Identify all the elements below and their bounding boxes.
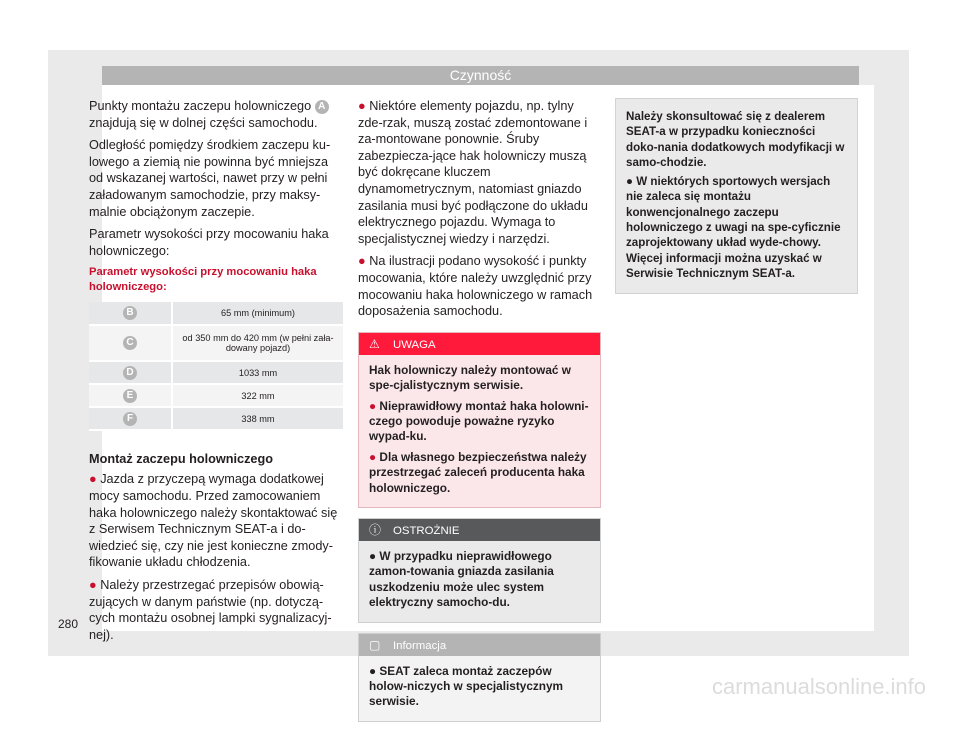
caution-header: ⓘ OSTROŻNIE [359, 519, 600, 541]
table-row [89, 407, 343, 430]
marker-e-icon: E [123, 389, 137, 403]
watermark: carmanualsonline.info [712, 674, 927, 699]
caution-exclamation-icon: ⓘ [369, 522, 382, 537]
list-item: ● W niektórych sportowych wersjach nie zaleca się montażu konwencjonalnego zaczepu holowniczego z uwagi na spe-cyficznie zaprojektowany układ wyde-chowy. Więcej informacji można uzyskać w Serwisie Technicznym SEAT-a. [626, 175, 841, 280]
recommendation-box [615, 98, 858, 294]
table-cell: od 350 mm do 420 mm (w pełni zała-dowany pojazd) [172, 325, 343, 361]
table-row [89, 302, 343, 325]
paragraph-mount-points: Punkty montażu zaczepu holowniczego A znajdują się w dolnej części samochodu. [89, 98, 343, 131]
bullet-icon: ● [369, 663, 377, 678]
warning-header: ⚠ UWAGA [359, 333, 600, 355]
bullet-icon: ● [626, 175, 634, 189]
table-cell: 65 mm (minimum) [172, 302, 343, 325]
table-cell: 1033 mm [172, 361, 343, 384]
table-title: Parametr wysokości przy mocowaniu haka holowniczego: [89, 266, 317, 294]
marker-d-icon: D [123, 366, 137, 380]
list-item: ● Na ilustracji podano wysokość i punkty mocowania, które należy uwzględnić przy mocowaniu haka holowniczego w ramach doposażenia samochodu. [358, 254, 593, 319]
list-item: ● Nieprawidłowy montaż haka holowni-czego powoduje poważne ryzyko wypad-ku. [369, 398, 589, 444]
info-header: ▢ Informacja [359, 634, 600, 656]
bullet-icon: ● [358, 99, 366, 113]
warning-box [358, 332, 601, 508]
bullet-icon: ● [369, 449, 377, 464]
section-title: Montaż zaczepu holowniczego [89, 452, 273, 467]
bullet-icon: ● [89, 577, 97, 592]
bullet-icon: ● [369, 398, 377, 413]
paragraph-distance: Odległość pomiędzy środkiem zaczepu ku-lowego a ziemią nie powinna być mniejsza od wskazanej wartości, nawet przy w pełni załadowanym samochodzie, przy maksy-malnie obciążonym zaczepie. [89, 138, 331, 219]
warning-text: Hak holowniczy należy montować w spe-cjalistycznym serwisie. [369, 362, 571, 393]
list-item: ● W przypadku nieprawidłowego zamon-towania gniazda zasilania uszkodzeniu może ulec system elektryczny samocho-du. [369, 548, 554, 610]
recommendation-text: Należy skonsultować się z dealerem SEAT-a w przypadku konieczności doko-nania dodatkowych modyfikacji w samo-chodzie. [626, 110, 845, 169]
marker-a-icon: A [315, 100, 329, 114]
table-row [89, 361, 343, 384]
column-right [615, 98, 858, 294]
table-row [89, 384, 343, 407]
section-header: Czynność [102, 66, 859, 85]
bullet-icon: ● [369, 548, 377, 563]
list-item: ● Jazda z przyczepą wymaga dodatkowej mocy samochodu. Przed zamocowaniem haka holowniczego należy skontaktować się z Serwisem Technicznym SEAT-a i do-wiedzieć się, czy nie jest konieczne zmody-fikowanie układu chłodzenia. [89, 472, 338, 570]
bullet-icon: ● [358, 254, 366, 269]
marker-f-icon: F [123, 412, 137, 426]
warning-triangle-icon: ⚠ [369, 336, 380, 351]
column-middle [358, 98, 601, 732]
table-cell: 338 mm [172, 407, 343, 430]
list-item: ● Należy przestrzegać przepisów obowią-zujących w danym państwie (np. dotyczą-cych montażu osobnej lampki sygnalizacyj-nej). [89, 577, 332, 642]
page-number: 280 [58, 617, 79, 631]
paragraph-height-param: Parametr wysokości przy mocowaniu haka holowniczego: [89, 227, 329, 258]
info-box [358, 633, 601, 722]
list-item: ● Niektóre elementy pojazdu, np. tylny zde-rzak, muszą zostać zdemontowane i za-montowane ponownie. Śruby zabezpiecza-jące hak holowniczy muszą być dokręcane kluczem dynamometrycznym, natomiast gniazdo zasilania musi być podłączone do układu elektrycznego pojazdu. Wymaga to specjalistycznej wiedzy i narzędzi. [358, 99, 588, 246]
table-cell: 322 mm [172, 384, 343, 407]
bullet-icon: ● [89, 472, 97, 487]
table-row [89, 325, 343, 361]
caution-box [358, 518, 601, 623]
marker-c-icon: C [123, 336, 137, 350]
list-item: ● Dla własnego bezpieczeństwa należy przestrzegać zaleceń producenta haka holowniczego. [369, 449, 587, 495]
height-parameters-table [89, 302, 343, 431]
marker-b-icon: B [123, 306, 137, 320]
column-left [89, 98, 343, 649]
list-item: ● SEAT zaleca montaż zaczepów holow-niczych w specjalistycznym serwisie. [369, 663, 564, 709]
info-icon: ▢ [369, 637, 381, 652]
